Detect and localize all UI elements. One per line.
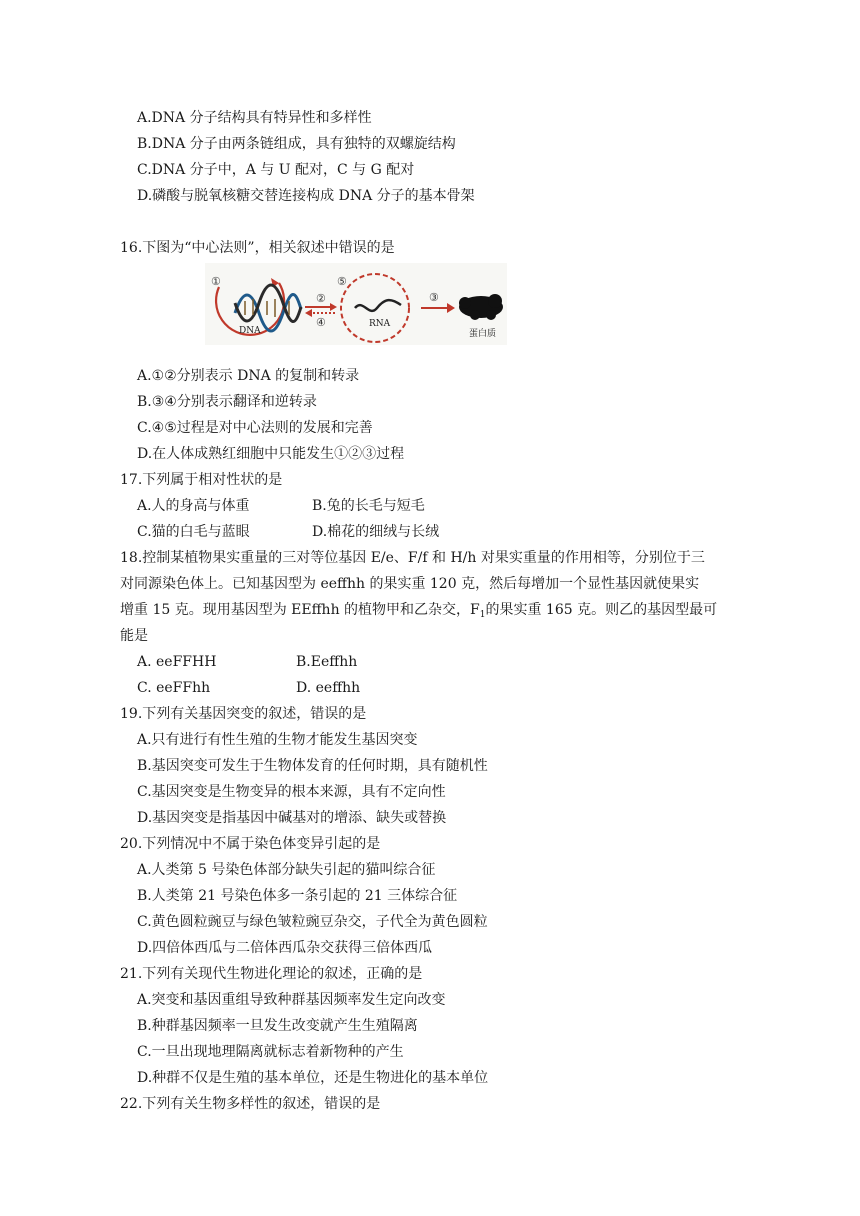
- q21-option-d: D.种群不仅是生殖的基本单位，还是生物进化的基本单位: [137, 1070, 489, 1086]
- q16-option-a: A.①②分别表示 DNA 的复制和转录: [137, 368, 360, 384]
- q20-option-b: B.人类第 21 号染色体多一条引起的 21 三体综合征: [137, 888, 458, 904]
- q16-option-d: D.在人体成熟红细胞中只能发生①②③过程: [137, 446, 405, 462]
- label-2: ②: [316, 292, 326, 305]
- q19-option-a: A.只有进行有性生殖的生物才能发生基因突变: [137, 732, 418, 748]
- q18-line-3: [120, 600, 717, 620]
- q20-option-d: D.四倍体西瓜与二倍体西瓜杂交获得三倍体西瓜: [137, 940, 433, 956]
- q18-option-c: C. eeFFhh: [137, 680, 211, 696]
- q20-option-c: C.黄色圆粒豌豆与绿色皱粒豌豆杂交，子代全为黄色圆粒: [137, 914, 488, 930]
- q17-option-b: B.兔的长毛与短毛: [312, 498, 425, 514]
- q19-option-d: D.基因突变是指基因中碱基对的增添、缺失或替换: [137, 810, 447, 826]
- label-1: ①: [211, 275, 221, 288]
- rna-label: RNA: [369, 319, 391, 329]
- q19-option-b: B.基因突变可发生于生物体发育的任何时期，具有随机性: [137, 758, 488, 774]
- protein-label: 蛋白质: [469, 329, 497, 339]
- q15-option-c: C.DNA 分子中，A 与 U 配对，C 与 G 配对: [137, 162, 415, 178]
- q16-option-b: B.③④分别表示翻译和逆转录: [137, 394, 317, 410]
- q18-line-1: 18.控制某植物果实重量的三对等位基因 E/e、F/f 和 H/h 对果实重量的作用相等，分别位于三: [120, 550, 705, 566]
- q15-option-b: B.DNA 分子由两条链组成，具有独特的双螺旋结构: [137, 136, 456, 152]
- q21-stem: 21.下列有关现代生物进化理论的叙述，正确的是: [120, 966, 423, 982]
- q21-option-a: A.突变和基因重组导致种群基因频率发生定向改变: [137, 992, 446, 1008]
- q16-stem: 16.下图为“中心法则”，相关叙述中错误的是: [120, 240, 395, 256]
- q21-option-b: B.种群基因频率一旦发生改变就产生生殖隔离: [137, 1018, 418, 1034]
- q20-stem: 20.下列情况中不属于染色体变异引起的是: [120, 836, 381, 852]
- q16-option-c: C.④⑤过程是对中心法则的发展和完善: [137, 420, 373, 436]
- q15-option-d: D.磷酸与脱氧核糖交替连接构成 DNA 分子的基本骨架: [137, 188, 475, 204]
- q18-line-4: 能是: [120, 628, 148, 644]
- dna-label: DNA: [239, 326, 261, 336]
- label-4: ④: [316, 316, 326, 329]
- q17-option-d: D.棉花的细绒与长绒: [312, 524, 440, 540]
- q19-option-c: C.基因突变是生物变异的根本来源，具有不定向性: [137, 784, 446, 800]
- q18-option-d: D. eeffhh: [296, 680, 361, 696]
- q22-stem: 22.下列有关生物多样性的叙述，错误的是: [120, 1096, 381, 1112]
- label-3: ③: [429, 291, 439, 304]
- q17-option-a: A.人的身高与体重: [137, 498, 250, 514]
- q15-option-a: A.DNA 分子结构具有特异性和多样性: [137, 110, 372, 126]
- q18-line-3-a: 增重 15 克。现用基因型为 EEffhh 的植物甲和乙杂交，F: [120, 602, 480, 618]
- label-5: ⑤: [337, 275, 347, 288]
- q18-f1-subscript: 1: [479, 610, 486, 620]
- q18-option-a: A. eeFFHH: [137, 654, 217, 670]
- q17-option-c: C.猫的白毛与蓝眼: [137, 524, 250, 540]
- q18-line-3-b: 的果实重 165 克。则乙的基因型最可: [485, 602, 718, 618]
- q21-option-c: C.一旦出现地理隔离就标志着新物种的产生: [137, 1044, 404, 1060]
- q17-stem: 17.下列属于相对性状的是: [120, 472, 283, 488]
- q18-line-2: 对同源染色体上。已知基因型为 eeffhh 的果实重 120 克，然后每增加一个显性基因就使果实: [120, 576, 700, 592]
- q19-stem: 19.下列有关基因突变的叙述，错误的是: [120, 706, 367, 722]
- q20-option-a: A.人类第 5 号染色体部分缺失引起的猫叫综合征: [137, 862, 436, 878]
- q18-option-b: B.Eeffhh: [296, 654, 358, 670]
- central-dogma-figure: [205, 263, 507, 345]
